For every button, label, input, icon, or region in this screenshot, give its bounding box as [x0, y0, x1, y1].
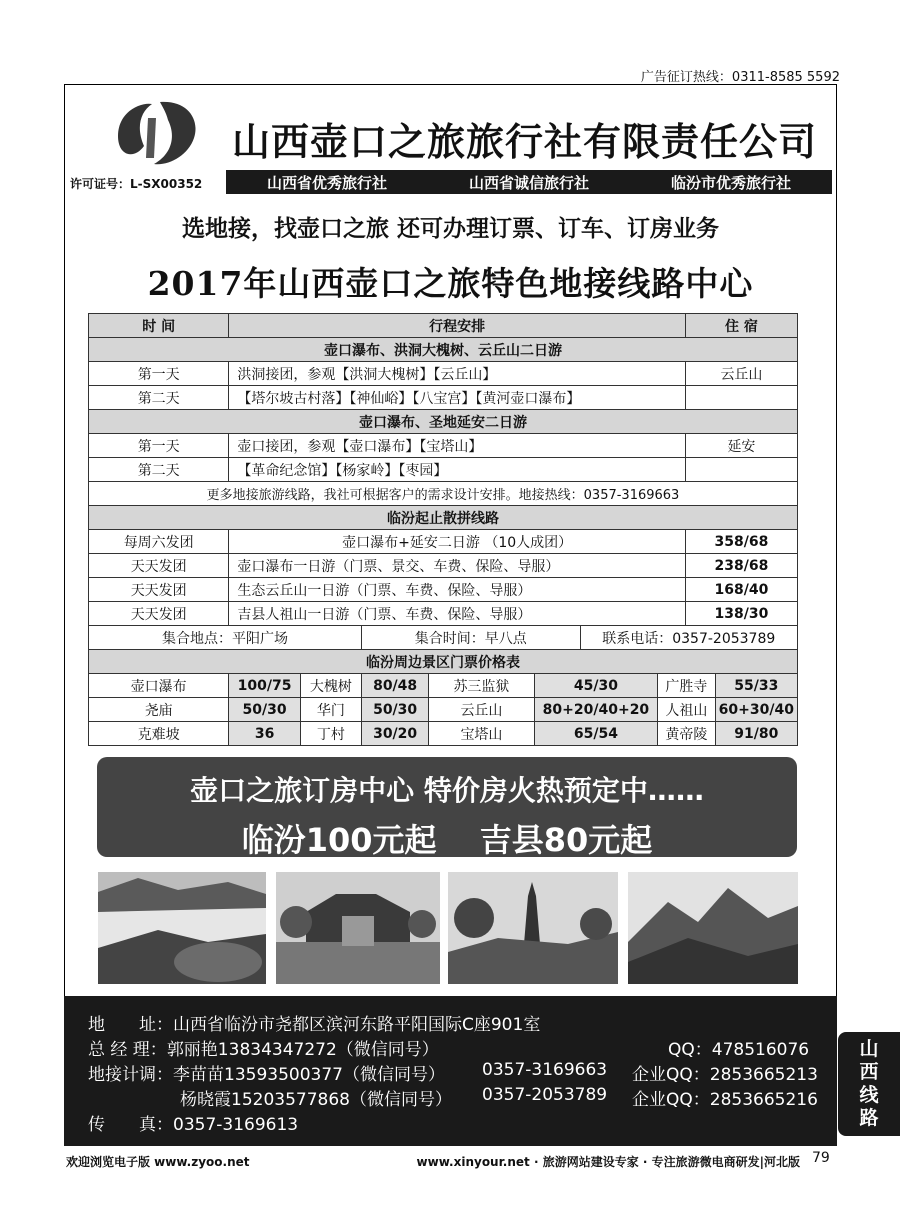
ticket-price: 45/30 — [534, 674, 657, 698]
waterfall-photo — [98, 872, 266, 984]
tab-char: 山 — [859, 1038, 879, 1060]
slogan: 选地接，找壶口之旅 还可办理订票、订车、订房业务 — [181, 215, 719, 242]
planner-1-phone: 0357-3169663 — [482, 1060, 608, 1080]
day-cell: 第二天 — [89, 458, 229, 482]
ticket-site: 华门 — [300, 698, 361, 722]
scatter-price: 138/30 — [685, 602, 797, 626]
ticket-price: 36 — [229, 722, 300, 746]
ticket-site: 壶口瀑布 — [89, 674, 229, 698]
day-cell: 第二天 — [89, 386, 229, 410]
planner-1: 李苗苗13593500377（微信同号） — [173, 1065, 445, 1085]
route-table — [88, 313, 798, 746]
hotel-promo-banner — [97, 757, 797, 857]
footer-left: 欢迎浏览电子版 www.zyoo.net — [66, 1155, 250, 1169]
address-label: 地 址： — [88, 1015, 173, 1035]
ticket-site: 宝塔山 — [429, 722, 535, 746]
promo-line-2: 临汾100元起 吉县80元起 — [241, 821, 653, 859]
ticket-site: 苏三监狱 — [429, 674, 535, 698]
page-number: 79 — [812, 1150, 830, 1166]
honor-3: 临汾市优秀旅行社 — [670, 173, 791, 192]
fax-value: 0357-3169613 — [173, 1115, 299, 1135]
address-value: 山西省临汾市尧都区滨河东路平阳国际C座901室 — [173, 1015, 541, 1035]
ticket-price: 55/33 — [715, 674, 797, 698]
col-time: 时 间 — [89, 314, 229, 338]
manager-qq: QQ：478516076 — [668, 1040, 810, 1060]
fax-label: 传 真： — [88, 1115, 173, 1135]
scatter-title: 临汾起止散拼线路 — [89, 506, 798, 530]
scatter-price: 168/40 — [685, 578, 797, 602]
planner-1-qq: 企业QQ：2853665213 — [632, 1065, 818, 1085]
company-logo-icon — [110, 98, 202, 172]
ticket-site: 云丘山 — [429, 698, 535, 722]
scatter-price: 358/68 — [685, 530, 797, 554]
tab-char: 路 — [859, 1107, 879, 1129]
plan-cell: 壶口接团，参观【壶口瀑布】【宝塔山】 — [229, 434, 686, 458]
scatter-route: 生态云丘山一日游（门票、车费、保险、导服） — [229, 578, 686, 602]
ticket-site: 丁村 — [300, 722, 361, 746]
day-cell: 第一天 — [89, 362, 229, 386]
col-stay: 住 宿 — [685, 314, 797, 338]
temple-gate-photo — [276, 872, 440, 984]
stay-cell: 云丘山 — [685, 362, 797, 386]
route-title: 壶口瀑布、圣地延安二日游 — [89, 410, 798, 434]
honor-1: 山西省优秀旅行社 — [266, 173, 387, 192]
route-title: 壶口瀑布、洪洞大槐树、云丘山二日游 — [89, 338, 798, 362]
tab-char: 西 — [859, 1061, 879, 1083]
day-cell: 第一天 — [89, 434, 229, 458]
scatter-route: 壶口瀑布+延安二日游 （10人成团） — [229, 530, 686, 554]
more-routes-note: 更多地接旅游线路，我社可根据客户的需求设计安排。地接热线：0357-3169663 — [89, 482, 798, 506]
footer-right: www.xinyour.net · 旅游网站建设专家 · 专注旅游微电商研发|河北版 — [416, 1155, 800, 1169]
ticket-price: 80/48 — [362, 674, 429, 698]
honors-bar — [226, 170, 832, 194]
planner-label: 地接计调： — [88, 1065, 173, 1085]
scatter-route: 吉县人祖山一日游（门票、车费、保险、导服） — [229, 602, 686, 626]
ticket-site: 尧庙 — [89, 698, 229, 722]
plan-cell: 【革命纪念馆】【杨家岭】【枣园】 — [229, 458, 686, 482]
ticket-site: 广胜寺 — [658, 674, 716, 698]
ad-hotline: 广告征订热线：0311-8585 5592 — [640, 70, 840, 85]
stay-cell — [685, 386, 797, 410]
contact-panel — [64, 996, 837, 1146]
scatter-price: 238/68 — [685, 554, 797, 578]
headline: 2017年山西壶口之旅特色地接线路中心 — [147, 264, 754, 303]
planner-2-qq: 企业QQ：2853665216 — [632, 1090, 818, 1110]
planner-2-phone: 0357-2053789 — [482, 1085, 608, 1105]
planner-2: 杨晓霞15203577868（微信同号） — [180, 1090, 452, 1110]
manager-value: 郭丽艳13834347272（微信同号） — [166, 1040, 439, 1060]
plan-cell: 【塔尔坡古村落】【神仙峪】【八宝宫】【黄河壶口瀑布】 — [229, 386, 686, 410]
ticket-title: 临汾周边景区门票价格表 — [89, 650, 798, 674]
manager-label: 总 经 理： — [88, 1040, 167, 1060]
ticket-site: 大槐树 — [300, 674, 361, 698]
meeting-time: 集合时间：早八点 — [362, 626, 580, 650]
ticket-price: 91/80 — [715, 722, 797, 746]
ticket-site: 克难坡 — [89, 722, 229, 746]
honor-2: 山西省诚信旅行社 — [468, 173, 589, 192]
ticket-price: 60+30/40 — [715, 698, 797, 722]
pagoda-photo — [448, 872, 618, 984]
ticket-price: 100/75 — [229, 674, 300, 698]
ticket-site: 黄帝陵 — [658, 722, 716, 746]
stay-cell — [685, 458, 797, 482]
scatter-when: 天天发团 — [89, 578, 229, 602]
scatter-route: 壶口瀑布一日游（门票、景交、车费、保险、导服） — [229, 554, 686, 578]
plan-cell: 洪洞接团，参观【洪洞大槐树】【云丘山】 — [229, 362, 686, 386]
ticket-price: 50/30 — [229, 698, 300, 722]
meeting-place: 集合地点：平阳广场 — [89, 626, 362, 650]
ticket-price: 65/54 — [534, 722, 657, 746]
mountain-photo — [628, 872, 798, 984]
ticket-price: 80+20/40+20 — [534, 698, 657, 722]
ticket-price: 50/30 — [362, 698, 429, 722]
company-name: 山西壶口之旅旅行社有限责任公司 — [232, 120, 818, 164]
scatter-when: 天天发团 — [89, 602, 229, 626]
ticket-site: 人祖山 — [658, 698, 716, 722]
ticket-price: 30/20 — [362, 722, 429, 746]
section-tab — [838, 1032, 900, 1136]
stay-cell: 延安 — [685, 434, 797, 458]
scatter-when: 天天发团 — [89, 554, 229, 578]
col-itinerary: 行程安排 — [229, 314, 686, 338]
meeting-phone: 联系电话：0357-2053789 — [580, 626, 798, 650]
license-number: 许可证号：L-SX00352 — [70, 177, 203, 191]
scatter-when: 每周六发团 — [89, 530, 229, 554]
promo-line-1: 壶口之旅订房中心 特价房火热预定中…… — [190, 774, 704, 807]
tab-char: 线 — [859, 1084, 879, 1106]
